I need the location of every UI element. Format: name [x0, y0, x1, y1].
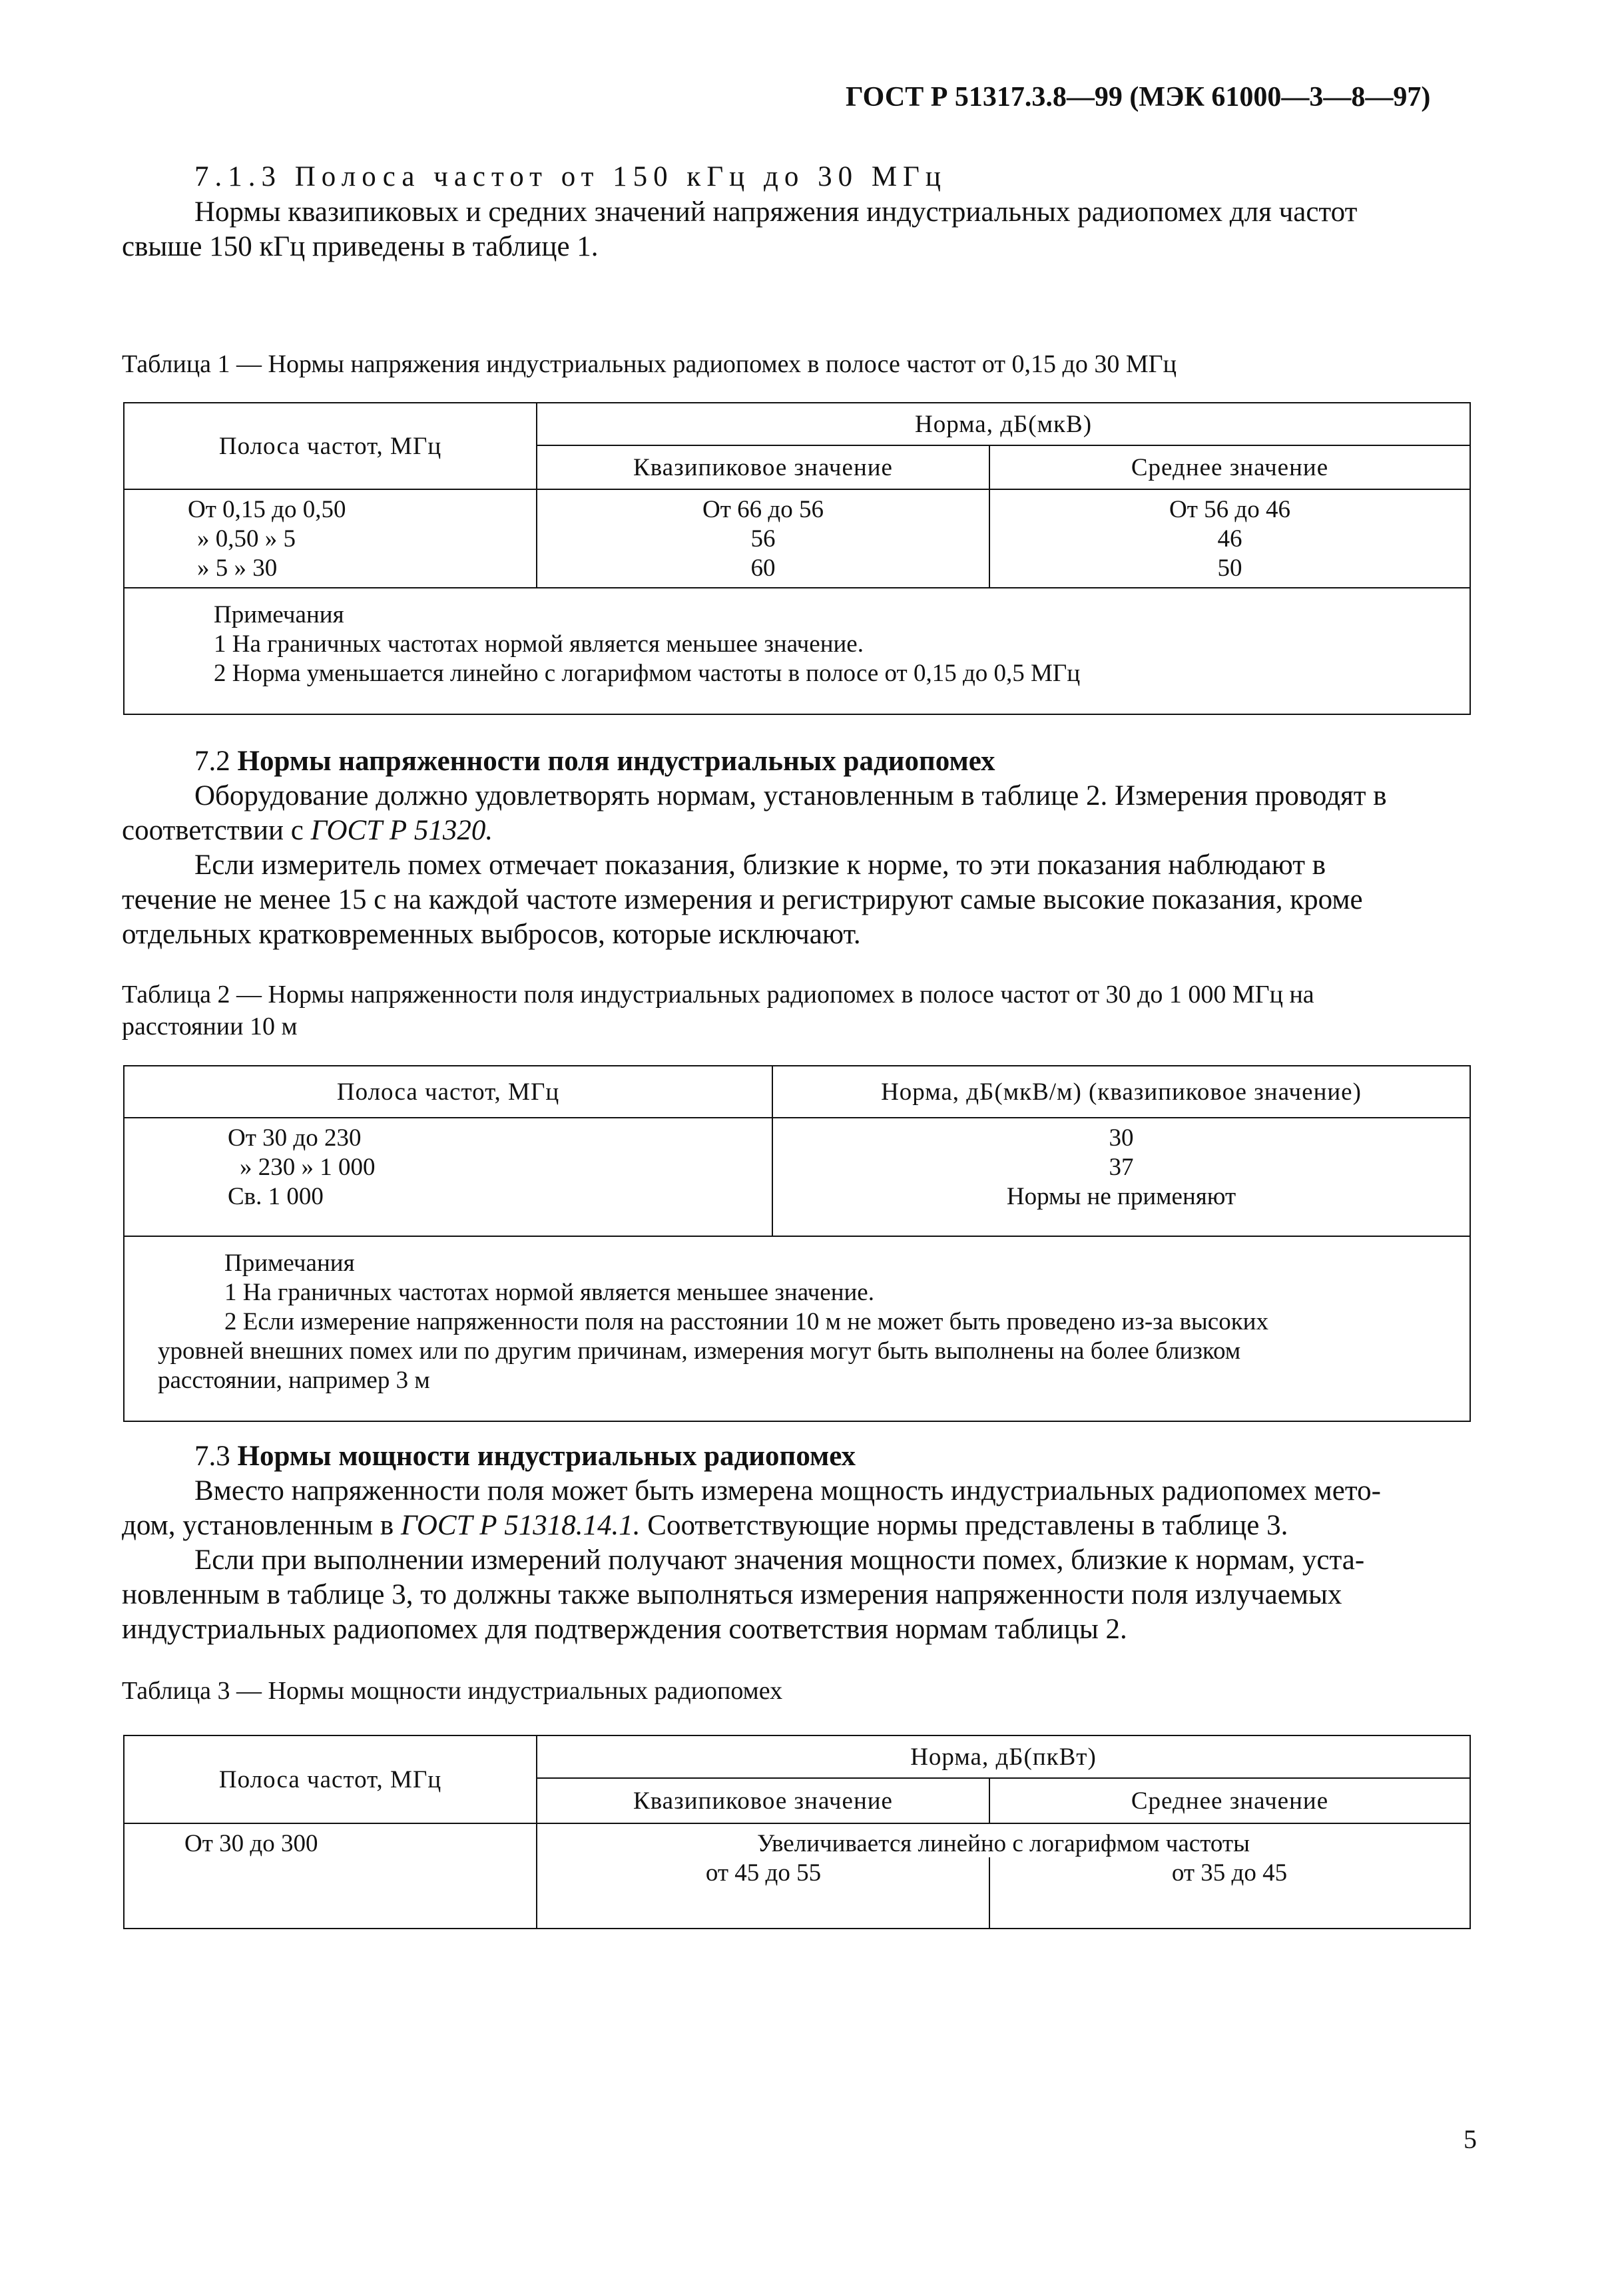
table-cell: 50 — [1217, 555, 1242, 582]
table-1-avg-cell — [989, 489, 1470, 588]
table-cell: » 5 » 30 — [197, 555, 278, 582]
paragraph-line: течение не менее 15 с на каждой частоте измерения и регистрируют самые высокие показания, кроме — [122, 884, 1363, 915]
heading-text: Нормы напряженности поля индустриальных радиопомех — [237, 746, 995, 777]
paragraph-line: Если при выполнении измерений получают значения мощности помех, близкие к нормам, уста- — [194, 1544, 1365, 1576]
note-line: расстоянии, например 3 м — [158, 1367, 430, 1394]
section-7-1-3-heading: 7.1.3 Полоса частот от 150 кГц до 30 МГц — [194, 161, 947, 192]
table-cell: 37 — [1109, 1154, 1134, 1181]
section-7-3-heading — [194, 1439, 856, 1473]
table-2-caption-line: расстоянии 10 м — [122, 1013, 298, 1040]
table-1-header-band: Полоса частот, МГц — [124, 403, 537, 489]
paragraph-line — [122, 1508, 1288, 1542]
table-cell: От 30 до 230 — [228, 1124, 362, 1152]
table-3-header-band: Полоса частот, МГц — [124, 1735, 537, 1823]
table-3-header-qp: Квазипиковое значение — [537, 1778, 989, 1823]
table-3-band-cell — [124, 1823, 537, 1929]
paragraph-line: отдельных кратковременных выбросов, которые исключают. — [122, 919, 861, 950]
table-cell: 60 — [750, 555, 776, 582]
table-3-header-avg: Среднее значение — [989, 1778, 1470, 1823]
text-span: Соответствующие нормы представлены в таблице 3. — [647, 1510, 1288, 1541]
table-3-header-norm: Норма, дБ(пкВт) — [537, 1735, 1470, 1778]
note-line: 1 На граничных частотах нормой является меньшее значение. — [214, 630, 864, 658]
table-cell: Нормы не применяют — [1006, 1183, 1236, 1210]
heading-text: Нормы мощности индустриальных радиопомех — [237, 1441, 856, 1472]
table-cell: 56 — [750, 525, 776, 553]
table-cell: » 230 » 1 000 — [240, 1154, 376, 1181]
table-1-header-qp: Квазипиковое значение — [537, 445, 989, 489]
heading-number: 7.3 — [194, 1441, 230, 1472]
paragraph-line: индустриальных радиопомех для подтверждения соответствия нормам таблицы 2. — [122, 1614, 1127, 1645]
paragraph-line: Вместо напряженности поля может быть измерена мощность индустриальных радиопомех мето- — [194, 1475, 1381, 1506]
paragraph-line: Оборудование должно удовлетворять нормам, установленным в таблице 2. Измерения проводят в — [194, 780, 1387, 811]
table-1-header-norm: Норма, дБ(мкВ) — [537, 403, 1470, 445]
heading-number: 7.2 — [194, 746, 230, 777]
table-cell: От 66 до 56 — [702, 496, 824, 523]
table-3-norm-cell — [537, 1823, 1470, 1929]
table-1-header-avg: Среднее значение — [989, 445, 1470, 489]
table-1-caption: Таблица 1 — Нормы напряжения индустриальных радиопомех в полосе частот от 0,15 до 30 МГц — [122, 350, 1177, 378]
table-2-notes — [124, 1236, 1470, 1421]
table-3-subvalues — [537, 1859, 1470, 1888]
note-line: 2 Норма уменьшается линейно с логарифмом частоты в полосе от 0,15 до 0,5 МГц — [214, 660, 1081, 687]
table-3 — [123, 1735, 1471, 1929]
table-1-band-cell — [124, 489, 537, 588]
table-2-norm-cell — [772, 1118, 1470, 1236]
table-cell: от 35 до 45 — [1171, 1859, 1288, 1887]
table-cell: » 0,50 » 5 — [197, 525, 296, 553]
table-cell: 30 — [1109, 1124, 1134, 1152]
note-line: 2 Если измерение напряженности поля на расстоянии 10 м не может быть проведено из-за высоких — [224, 1308, 1268, 1335]
paragraph-line — [122, 813, 493, 847]
section-7-2-heading — [194, 744, 995, 778]
table-cell-merged: Увеличивается линейно с логарифмом частоты — [757, 1830, 1250, 1857]
note-line: уровней внешних помех или по другим причинам, измерения могут быть выполнены на более близком — [158, 1337, 1241, 1365]
table-cell: 46 — [1217, 525, 1242, 553]
table-2-caption-line: Таблица 2 — Нормы напряженности поля индустриальных радиопомех в полосе частот от 30 до 1 000 МГц на — [122, 981, 1314, 1009]
table-2-header-norm: Норма, дБ(мкВ/м) (квазипиковое значение) — [772, 1066, 1470, 1118]
table-cell: От 0,15 до 0,50 — [188, 496, 346, 523]
note-line: 1 На граничных частотах нормой является меньшее значение. — [224, 1279, 874, 1306]
notes-title: Примечания — [214, 601, 344, 628]
paragraph-line: свыше 150 кГц приведены в таблице 1. — [122, 231, 599, 262]
table-3-caption: Таблица 3 — Нормы мощности индустриальных радиопомех — [122, 1677, 783, 1705]
table-2 — [123, 1065, 1471, 1422]
table-cell: от 45 до 55 — [705, 1859, 822, 1887]
text-span: дом, установленным в — [122, 1510, 394, 1541]
table-1-qp-cell — [537, 489, 989, 588]
table-cell: От 30 до 300 — [184, 1830, 318, 1857]
paragraph-line: новленным в таблице 3, то должны также выполняться измерения напряженности поля излучаемых — [122, 1579, 1342, 1610]
column-divider — [989, 1857, 990, 1928]
page-number: 5 — [1464, 2124, 1477, 2154]
table-1 — [123, 402, 1471, 715]
text-span: соответствии с — [122, 815, 304, 846]
table-2-band-cell — [124, 1118, 772, 1236]
table-1-notes — [124, 588, 1470, 714]
notes-title: Примечания — [224, 1250, 355, 1277]
paragraph-line: Нормы квазипиковых и средних значений напряжения индустриальных радиопомех для частот — [194, 196, 1358, 228]
table-2-header-band: Полоса частот, МГц — [124, 1066, 772, 1118]
document-header: ГОСТ Р 51317.3.8—99 (МЭК 61000—3—8—97) — [846, 82, 1431, 113]
standard-reference: ГОСТ Р 51318.14.1. — [400, 1510, 641, 1541]
table-cell: Св. 1 000 — [228, 1183, 324, 1210]
standard-reference: ГОСТ Р 51320. — [310, 815, 493, 846]
paragraph-line: Если измеритель помех отмечает показания, близкие к норме, то эти показания наблюдают в — [194, 849, 1326, 881]
table-cell: От 56 до 46 — [1169, 496, 1290, 523]
